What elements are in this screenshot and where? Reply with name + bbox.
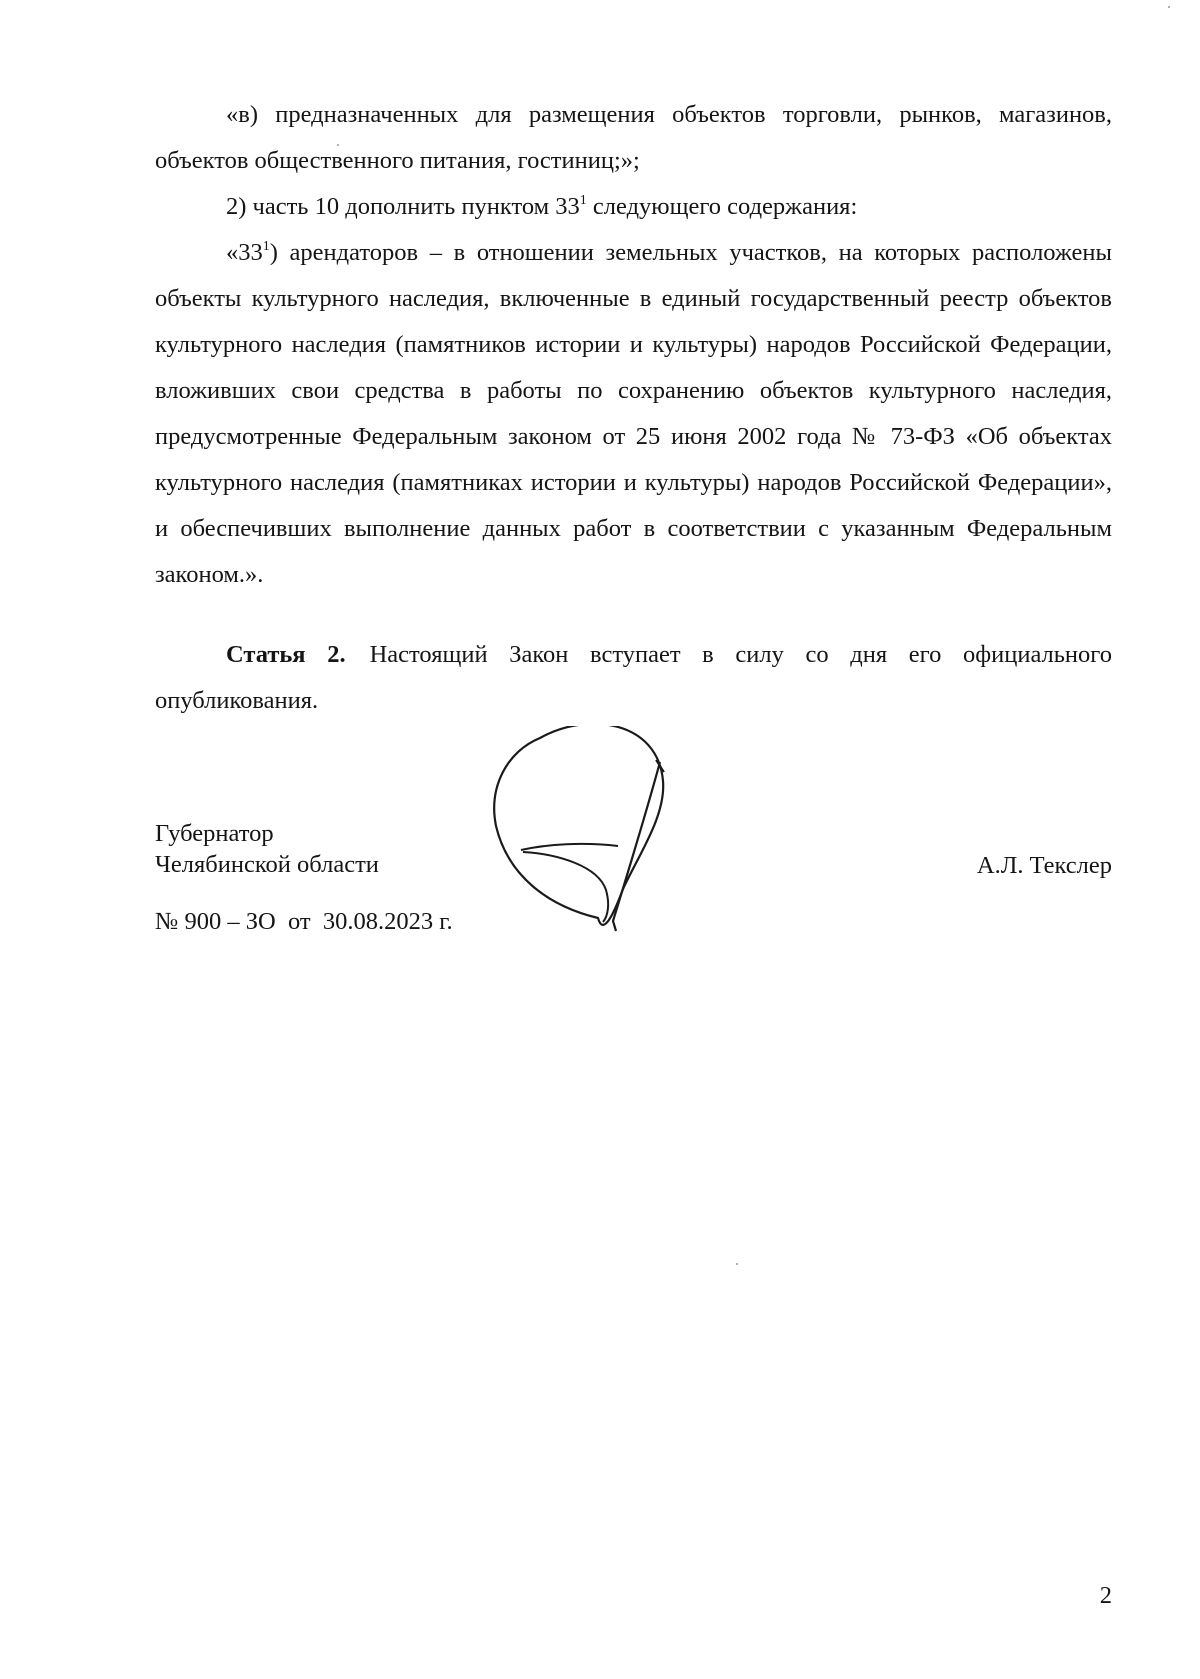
handwritten-signature xyxy=(488,726,708,946)
paragraph-amendment-part-10 xyxy=(155,184,1112,230)
article-label: Статья 2. xyxy=(226,641,346,668)
scan-speck xyxy=(337,144,339,146)
signatory-title-line2: Челябинской области xyxy=(155,851,379,878)
signatory-title-line1: Губернатор xyxy=(155,820,274,847)
paragraph-text: «33 xyxy=(226,239,263,266)
document-number-date: № 900 – ЗО от 30.08.2023 г. xyxy=(155,908,453,935)
law-text xyxy=(155,92,1112,598)
paragraph-clause-v xyxy=(155,92,1112,184)
signatory-title xyxy=(155,818,379,880)
superscript: 1 xyxy=(262,239,270,254)
paragraph-item-33-1 xyxy=(155,230,1112,598)
page-number: 2 xyxy=(1099,1582,1112,1609)
paragraph-text: следующего содержания: xyxy=(586,193,858,220)
scan-speck xyxy=(1168,6,1170,8)
paragraph-text: ) арендаторов – в отношении земельных участков, на которых расположены объекты культурного наследия, включенные в единый государственный реестр объектов культурного наследия (памятников истории и культуры) народов Российской Федерации, вложивших свои средства в работы по сохранению объектов культурного наследия, предусмотренные Федеральным законом от 25 июня 2002 года № 73-ФЗ «Об объектах культурного наследия (памятниках истории и культуры) народов Российской Федерации», и обеспечивших выполнение данных работ в соответствии с указанным Федеральным законом.». xyxy=(155,239,1112,588)
superscript: 1 xyxy=(579,193,587,208)
article-text: Настоящий Закон вступает в силу со дня его официального опубликования. xyxy=(155,641,1112,714)
paragraph-text: 2) часть 10 дополнить пунктом 33 xyxy=(226,193,580,220)
signatory-name: А.Л. Текслер xyxy=(976,852,1112,879)
scan-speck xyxy=(736,1263,738,1265)
article-2 xyxy=(155,632,1112,724)
paragraph-text: «в) предназначенных для размещения объектов торговли, рынков, магазинов, объектов общественного питания, гостиниц;»; xyxy=(155,101,1112,174)
